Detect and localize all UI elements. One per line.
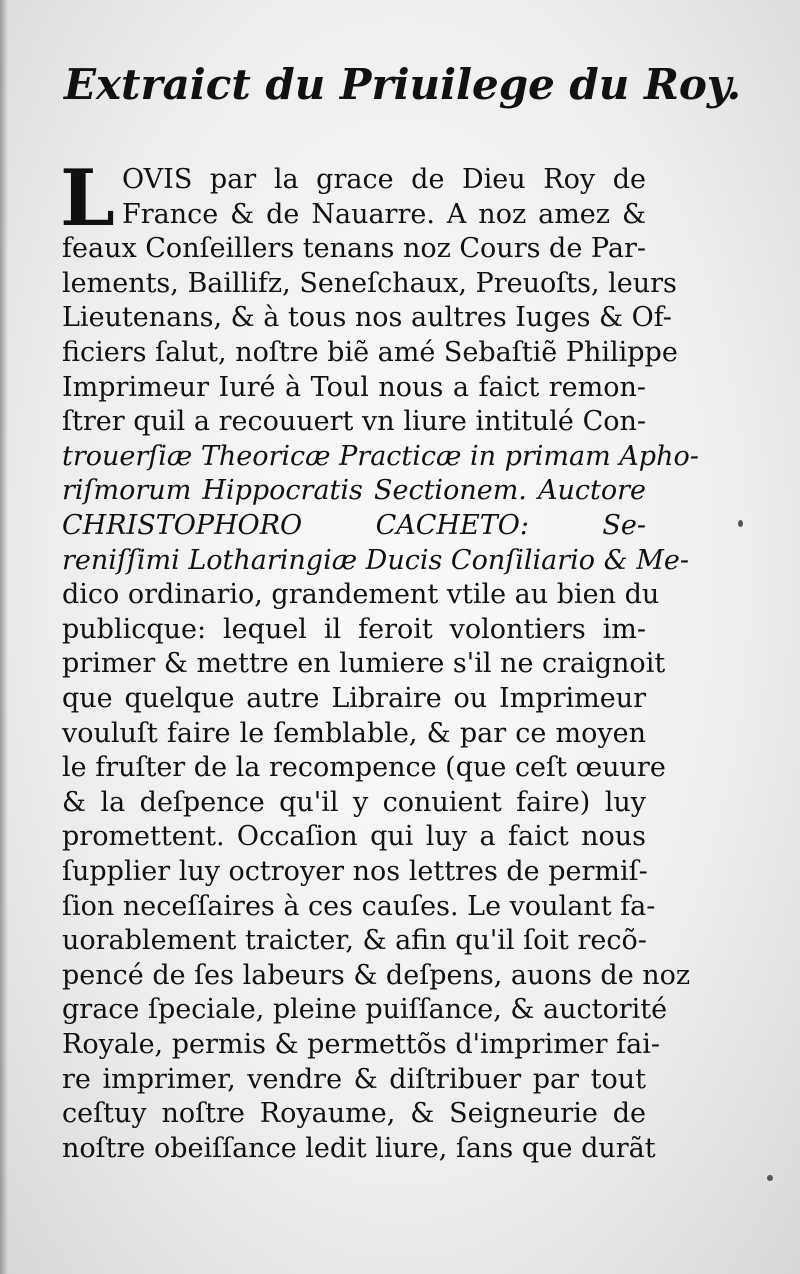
text-line: que quelque autre Libraire ou Imprimeur bbox=[62, 683, 646, 714]
text-line: le fruſter de la recompence (que ceſt œuure bbox=[62, 752, 666, 784]
text-line: noſtre obeiſſance ledit liure, ſans que durãt bbox=[62, 1132, 656, 1164]
text-line: dico ordinario, grandement vtile au bien du bbox=[62, 579, 660, 611]
text-line: Imprimeur Iuré à Toul nous a faict remon- bbox=[62, 371, 646, 403]
text-line: ceſtuy noſtre Royaume, & Seigneurie de bbox=[62, 1098, 646, 1130]
text-line: lements, Baillifz, Seneſchaux, Preuoſts, leurs bbox=[62, 267, 677, 299]
text-line: vouluſt faire le ſemblable, & par ce moyen bbox=[62, 717, 646, 749]
text-line: ſupplier luy octroyer nos lettres de permiſ- bbox=[62, 856, 648, 887]
ink-speck bbox=[738, 520, 743, 527]
text-line: trouerſiæ Theoricæ Practicæ in primam Apho- bbox=[62, 440, 699, 472]
text-line: ſtrer quil a recouuert vn liure intitulé Con- bbox=[62, 406, 646, 438]
page-title: Extraict du Priuilege du Roy. bbox=[64, 60, 742, 109]
ink-speck bbox=[767, 1175, 773, 1181]
text-line: ficiers ſalut, noſtre biẽ amé Sebaſtiẽ Philippe bbox=[62, 337, 678, 368]
text-line: primer & mettre en lumiere s'il ne craignoit bbox=[62, 648, 666, 680]
text-line: OVIS par la grace de Dieu Roy de bbox=[122, 164, 646, 195]
text-line: feaux Conſeillers tenans noz Cours de Par- bbox=[62, 233, 646, 265]
text-line: riſmorum Hippocratis Sectionem. Auctore bbox=[62, 475, 646, 507]
text-line: CHRISTOPHORO CACHETO: Se- bbox=[62, 510, 646, 541]
text-line: publicque: lequel il feroit volontiers im- bbox=[62, 613, 646, 645]
text-line: ſion neceſſaires à ces cauſes. Le voulant fa- bbox=[62, 890, 656, 922]
text-line: Lieutenans, & à tous nos aultres Iuges & Of- bbox=[62, 302, 672, 334]
text-line: re imprimer, vendre & diſtribuer par tout bbox=[62, 1063, 646, 1095]
text-line: grace ſpeciale, pleine puiſſance, & auctorité bbox=[62, 994, 668, 1026]
drop-cap: L bbox=[60, 153, 115, 244]
text-line: uorablement traicter, & afin qu'il ſoit recõ- bbox=[62, 925, 647, 957]
text-line: Royale, permis & permettõs d'imprimer fai- bbox=[62, 1029, 661, 1060]
text-line: reniſſimi Lotharingiæ Ducis Conſiliario & Me- bbox=[62, 544, 689, 576]
text-line: France & de Nauarre. A noz amez & bbox=[122, 198, 646, 230]
text-line: promettent. Occaſion qui luy a faict nous bbox=[62, 821, 646, 853]
text-line: & la deſpence qu'il y conuient faire) luy bbox=[62, 786, 646, 818]
text-line: pencé de ſes labeurs & deſpens, auons de noz bbox=[62, 959, 691, 991]
page-edge-shadow bbox=[0, 0, 8, 1274]
